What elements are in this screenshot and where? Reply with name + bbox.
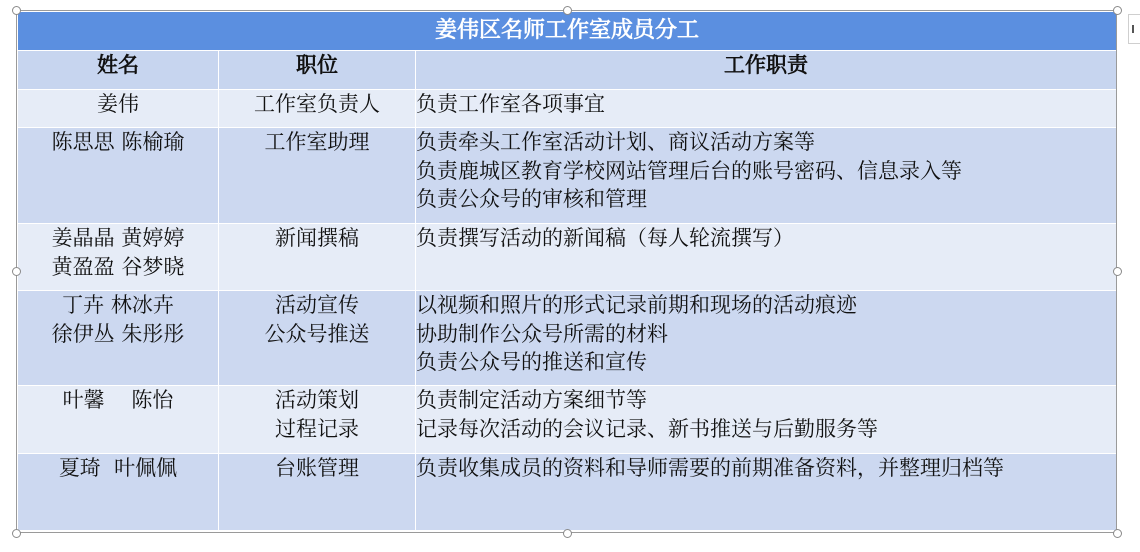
member-names bbox=[18, 454, 219, 531]
member-names bbox=[18, 386, 219, 454]
position-line: 新闻撰稿 bbox=[275, 226, 359, 250]
table-row bbox=[18, 386, 1117, 454]
member-duties bbox=[416, 291, 1117, 386]
member-position bbox=[219, 90, 416, 128]
layout-options-tab[interactable] bbox=[1128, 14, 1140, 44]
member-name-line: 姜伟 bbox=[97, 92, 139, 116]
member-names bbox=[18, 128, 219, 224]
duty-line: 负责公众号的审核和管理 bbox=[416, 187, 647, 211]
member-name-line: 陈思思 陈榆瑜 bbox=[51, 130, 185, 154]
duty-line: 负责撰写活动的新闻稿（每人轮流撰写） bbox=[416, 226, 794, 250]
resize-handle-bottom-right[interactable] bbox=[1113, 529, 1122, 538]
member-position bbox=[219, 386, 416, 454]
position-line: 过程记录 bbox=[275, 416, 359, 441]
resize-handle-top-left[interactable] bbox=[12, 6, 21, 15]
position-line: 台账管理 bbox=[275, 456, 359, 480]
member-duties bbox=[416, 454, 1117, 531]
position-line: 工作室负责人 bbox=[254, 92, 380, 116]
duty-line: 负责公众号的推送和宣传 bbox=[416, 350, 647, 374]
resize-handle-right[interactable] bbox=[1113, 267, 1122, 276]
header-row bbox=[18, 51, 1117, 90]
resize-handle-bottom-left[interactable] bbox=[12, 529, 21, 538]
duty-line: 负责制定活动方案细节等 bbox=[416, 388, 647, 412]
member-duties bbox=[416, 90, 1117, 128]
member-position bbox=[219, 224, 416, 291]
header-duties: 工作职责 bbox=[416, 51, 1117, 90]
resize-handle-left[interactable] bbox=[12, 267, 21, 276]
duty-line: 负责鹿城区教育学校网站管理后台的账号密码、信息录入等 bbox=[416, 158, 962, 183]
member-names bbox=[18, 90, 219, 128]
resize-handle-top-right[interactable] bbox=[1113, 6, 1122, 15]
table-row bbox=[18, 291, 1117, 386]
member-position bbox=[219, 128, 416, 224]
member-position bbox=[219, 454, 416, 531]
member-name-line: 丁卉 林冰卉 bbox=[62, 293, 174, 317]
member-name-line: 夏琦 叶佩佩 bbox=[58, 456, 178, 480]
table-row bbox=[18, 224, 1117, 291]
member-roles-table[interactable] bbox=[17, 11, 1117, 531]
layout-options-icon bbox=[1132, 25, 1138, 33]
duty-line: 协助制作公众号所需的材料 bbox=[416, 321, 668, 346]
member-duties bbox=[416, 224, 1117, 291]
member-name-line: 黄盈盈 谷梦晓 bbox=[51, 254, 185, 279]
duty-line: 记录每次活动的会议记录、新书推送与后勤服务等 bbox=[416, 416, 878, 441]
member-name-line: 姜晶晶 黄婷婷 bbox=[51, 226, 185, 250]
duty-line: 以视频和照片的形式记录前期和现场的活动痕迹 bbox=[416, 293, 857, 317]
header-position: 职位 bbox=[219, 51, 416, 90]
resize-handle-top[interactable] bbox=[563, 6, 572, 15]
table-title: 姜伟区名师工作室成员分工 bbox=[18, 12, 1117, 51]
duty-line: 负责工作室各项事宜 bbox=[416, 92, 605, 116]
member-duties bbox=[416, 128, 1117, 224]
member-name-line: 徐伊丛 朱彤彤 bbox=[51, 321, 185, 346]
member-duties bbox=[416, 386, 1117, 454]
table-row bbox=[18, 454, 1117, 531]
member-names bbox=[18, 291, 219, 386]
position-line: 工作室助理 bbox=[264, 130, 370, 154]
duty-line: 负责牵头工作室活动计划、商议活动方案等 bbox=[416, 130, 815, 154]
resize-handle-bottom[interactable] bbox=[563, 529, 572, 538]
header-name: 姓名 bbox=[18, 51, 219, 90]
member-name-line: 叶馨 陈怡 bbox=[62, 388, 174, 412]
table-row bbox=[18, 90, 1117, 128]
position-line: 公众号推送 bbox=[264, 321, 370, 346]
member-position bbox=[219, 291, 416, 386]
position-line: 活动宣传 bbox=[275, 293, 359, 317]
duty-line: 负责收集成员的资料和导师需要的前期准备资料，并整理归档等 bbox=[416, 456, 1004, 480]
table-row bbox=[18, 128, 1117, 224]
member-names bbox=[18, 224, 219, 291]
position-line: 活动策划 bbox=[275, 388, 359, 412]
